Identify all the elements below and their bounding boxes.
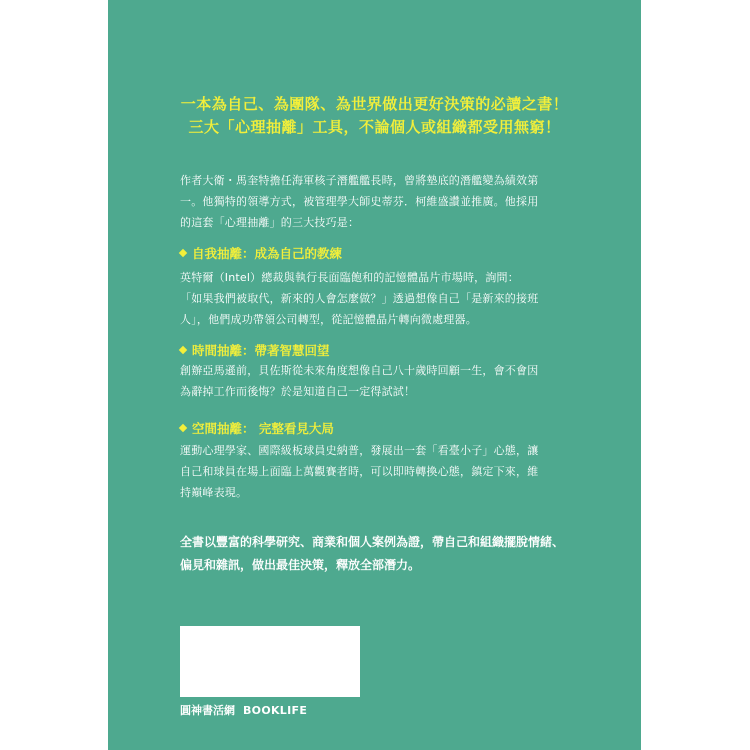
- diamond-bullet-icon: [179, 424, 187, 432]
- barcode-area: [180, 626, 360, 697]
- book-back-cover: [108, 0, 641, 750]
- section-title-space-distancing: [180, 419, 334, 437]
- section-title-text: 自我抽離：成為自己的教練: [192, 246, 343, 261]
- section-title-text: 空間抽離： 完整看見大局: [192, 421, 334, 436]
- intro-line: 的這套「心理抽離」的三大技巧是：: [180, 216, 360, 229]
- section-title-text: 時間抽離：帶著智慧回望: [192, 343, 330, 358]
- intro-line: 作者大衛・馬奎特擔任海軍核子潛艦艦長時，曾將墊底的潛艦變為績效第: [180, 174, 539, 187]
- headline-line-1: 一本為自己、為團隊、為世界做出更好決策的必讀之書！: [180, 95, 569, 113]
- section-line: 為辭掉工作而後悔？於是知道自己一定得試試！: [180, 385, 416, 398]
- closing-line: 全書以豐富的科學研究、商業和個人案例為證，帶自己和組織擺脫情緒、: [180, 535, 565, 549]
- diamond-bullet-icon: [179, 346, 187, 354]
- intro-line: 一。他獨特的領導方式，被管理學大師史蒂芬．柯維盛讚並推廣。他採用: [180, 195, 539, 208]
- closing-line: 偏見和雜訊，做出最佳決策，釋放全部潛力。: [180, 558, 421, 572]
- section-line: 自己和球員在場上面臨上萬觀賽者時，可以即時轉換心態，鎮定下來，維: [180, 465, 539, 478]
- headline-line-2: 三大「心理抽離」工具，不論個人或組織都受用無窮！: [188, 118, 561, 136]
- booklife-logo: BOOKLIFE: [243, 703, 308, 717]
- diamond-bullet-icon: [179, 249, 187, 257]
- section-line: 「如果我們被取代，新來的人會怎麼做？」透過想像自己「是新來的接班: [180, 292, 539, 305]
- publisher-footer: [180, 702, 307, 718]
- section-body-self-distancing: [180, 267, 580, 330]
- section-title-time-distancing: [180, 341, 330, 359]
- section-line: 創辦亞馬遜前，貝佐斯從未來角度想像自己八十歲時回顧一生，會不會因: [180, 364, 539, 377]
- section-title-self-distancing: [180, 244, 342, 262]
- intro-paragraph: [180, 170, 580, 233]
- closing-paragraph: [180, 531, 575, 577]
- section-body-time-distancing: [180, 360, 580, 402]
- section-line: 持巔峰表現。: [180, 486, 248, 499]
- publisher-name: 圓神書活網: [180, 704, 235, 717]
- section-body-space-distancing: [180, 440, 580, 503]
- section-line: 運動心理學家、國際級板球員史納普，發展出一套「看臺小子」心態，讓: [180, 444, 539, 457]
- section-line: 英特爾（Intel）總裁與執行長面臨飽和的記憶體晶片市場時，詢問：: [180, 271, 519, 284]
- section-line: 人」，他們成功帶領公司轉型，從記憶體晶片轉向微處理器。: [180, 313, 477, 326]
